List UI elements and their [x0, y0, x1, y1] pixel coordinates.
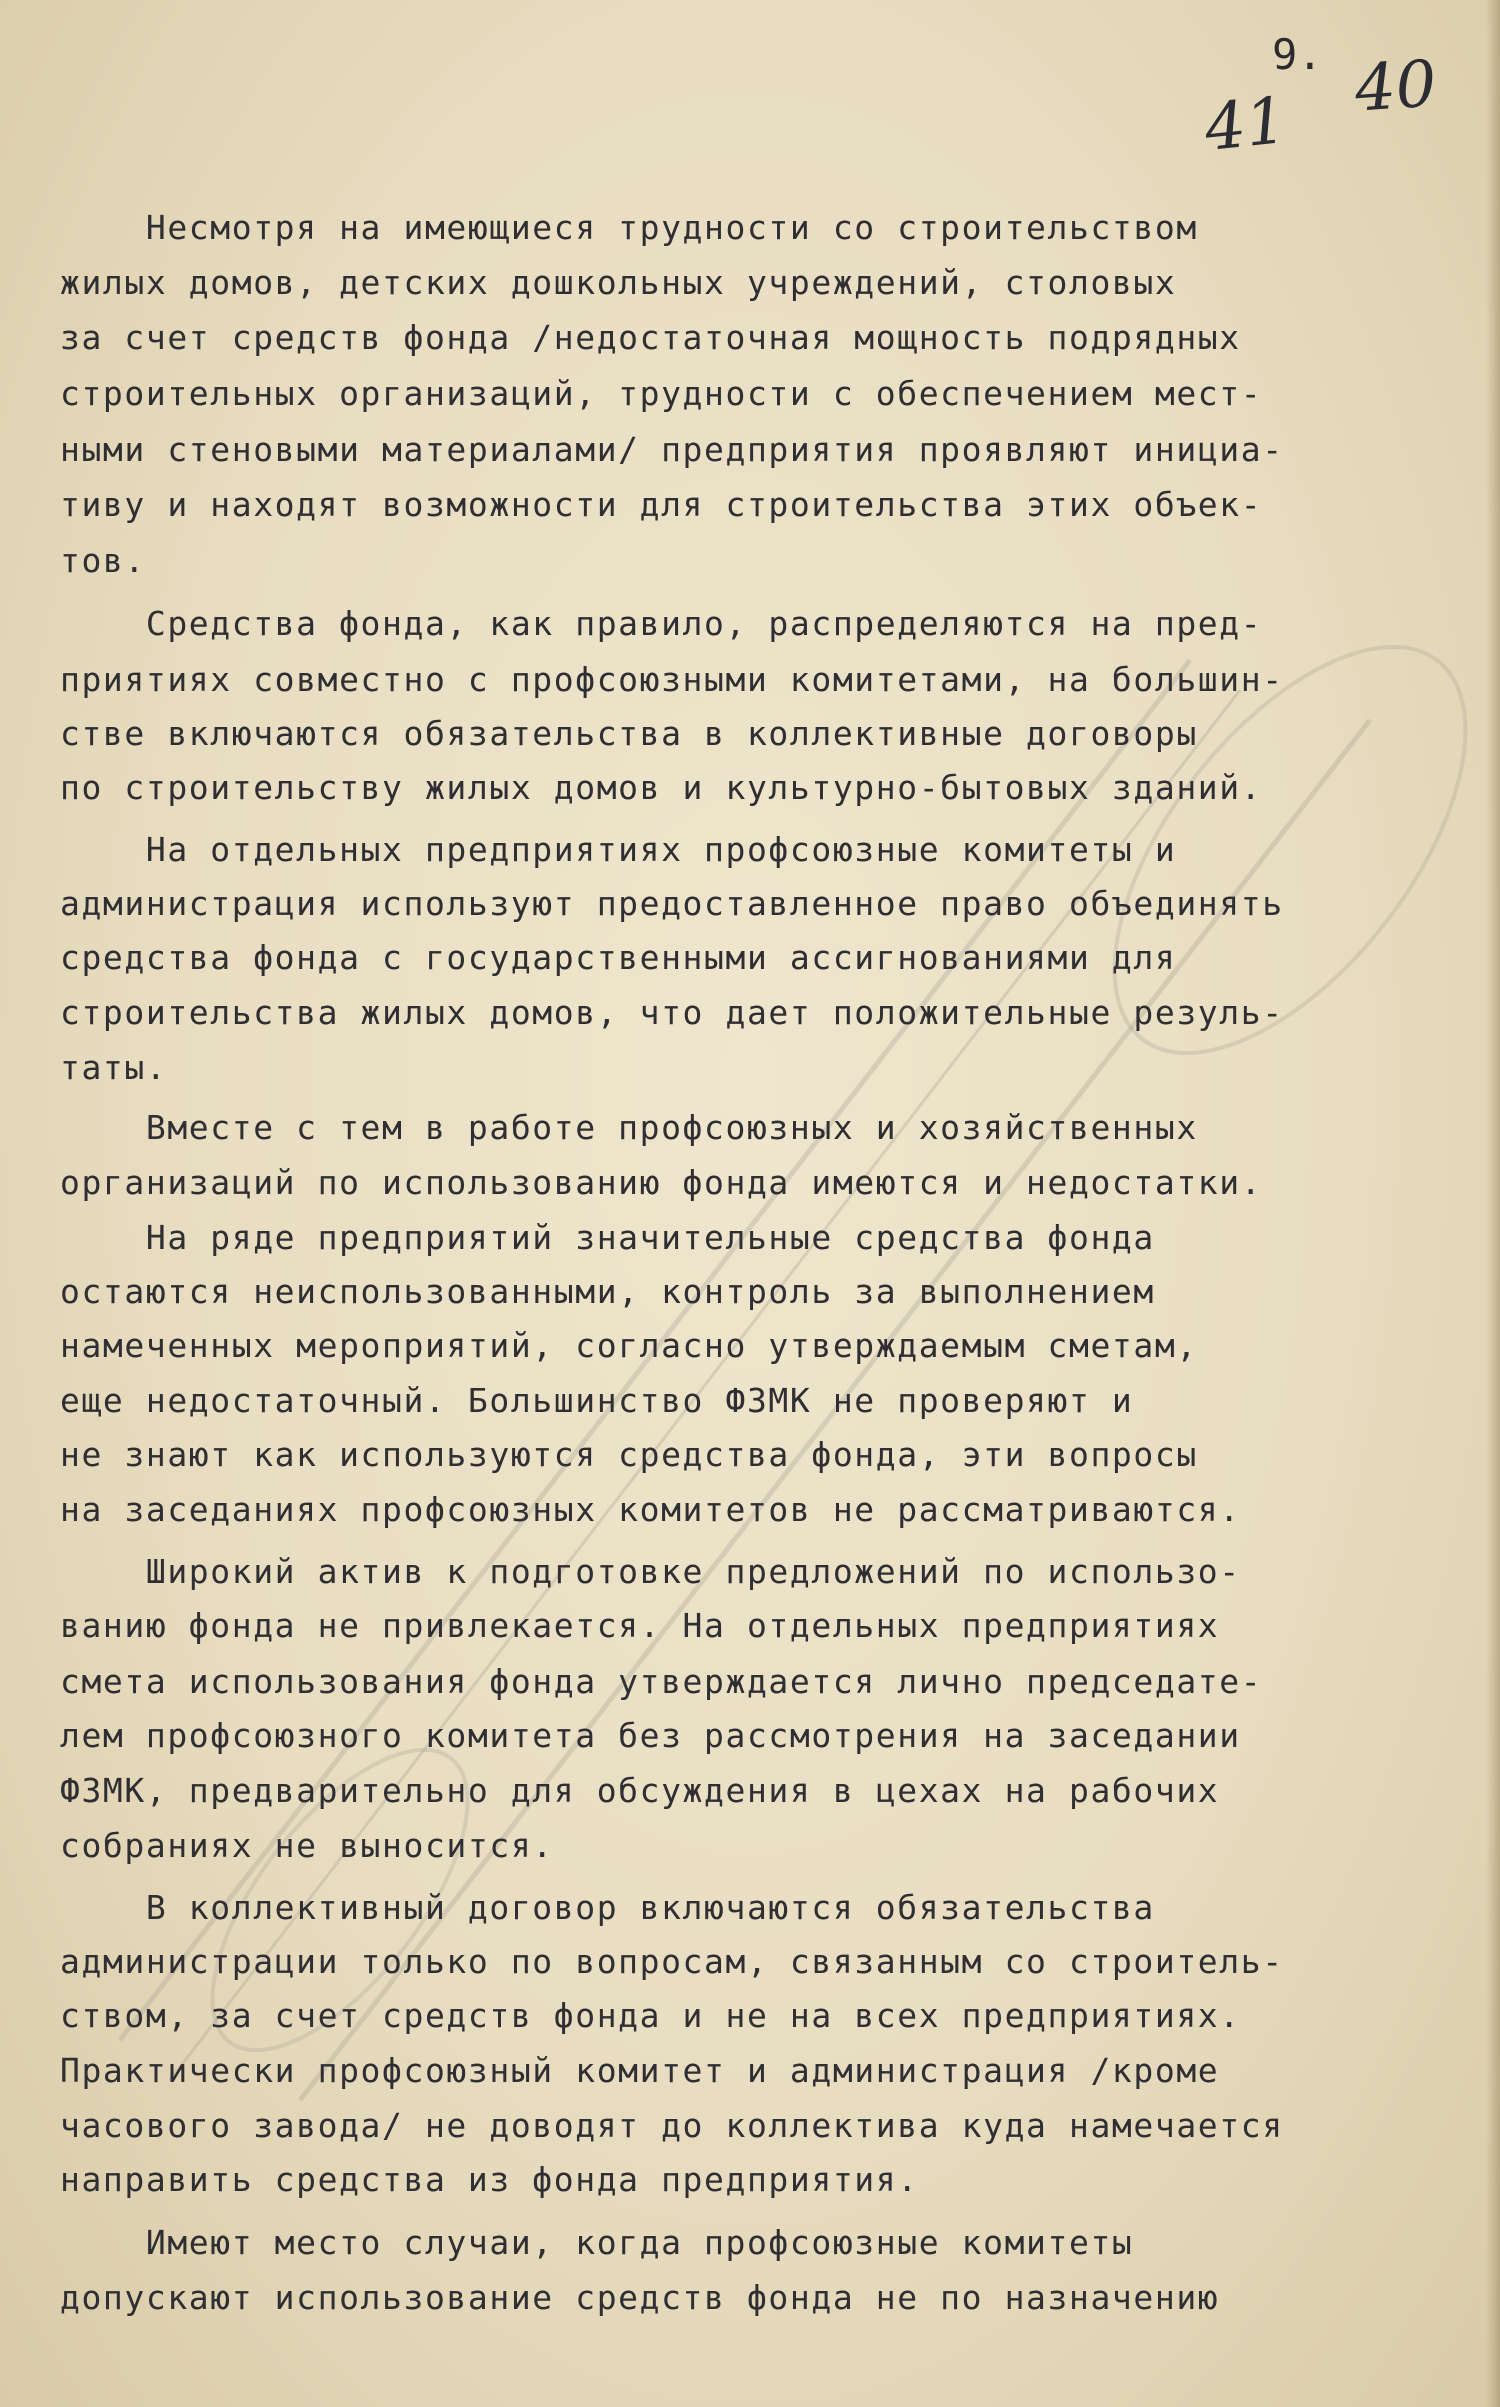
text-line: стве включаются обязательства в коллективные договоры [60, 714, 1198, 753]
text-line: администрации только по вопросам, связанным со строитель- [60, 1942, 1284, 1981]
text-line: Широкий актив к подготовке предложений по использо- [60, 1552, 1241, 1591]
text-line: направить средства из фонда предприятия. [60, 2160, 919, 2199]
text-line: Практически профсоюзный комитет и администрация /кроме [60, 2051, 1220, 2090]
text-line: Несмотря на имеющиеся трудности со строительством [60, 208, 1198, 247]
text-line: смета использования фонда утверждается лично председате- [60, 1662, 1263, 1701]
text-line: остаются неиспользованными, контроль за выполнением [60, 1272, 1155, 1311]
text-line: не знают как используются средства фонда, эти вопросы [60, 1435, 1198, 1474]
text-line: организаций по использованию фонда имеются и недостатки. [60, 1163, 1263, 1202]
text-line: На ряде предприятий значительные средства фонда [60, 1218, 1155, 1257]
text-line: на заседаниях профсоюзных комитетов не рассматриваются. [60, 1490, 1241, 1529]
text-line: таты. [60, 1048, 168, 1087]
text-line: допускают использование средств фонда не по назначению [60, 2278, 1220, 2317]
text-line: собраниях не выносится. [60, 1826, 554, 1865]
text-line: Вместе с тем в работе профсоюзных и хозяйственных [60, 1108, 1198, 1147]
handwritten-folio-number-2: 40 [1352, 47, 1439, 127]
text-line: ными стеновыми материалами/ предприятия проявляют инициа- [60, 430, 1284, 469]
page-number: 9. [1272, 30, 1323, 79]
text-line: приятиях совместно с профсоюзными комитетами, на большин- [60, 660, 1284, 699]
text-line: намеченных мероприятий, согласно утверждаемым сметам, [60, 1326, 1198, 1365]
text-line: строительных организаций, трудности с обеспечением мест- [60, 374, 1263, 413]
text-line: администрация используют предоставленное право объединять [60, 884, 1284, 923]
text-line: ванию фонда не привлекается. На отдельных предприятиях [60, 1606, 1220, 1645]
text-line: за счет средств фонда /недостаточная мощность подрядных [60, 318, 1241, 357]
text-line: На отдельных предприятиях профсоюзные комитеты и [60, 830, 1177, 869]
text-line: по строительству жилых домов и культурно-бытовых зданий. [60, 768, 1263, 807]
text-line: ством, за счет средств фонда и не на всех предприятиях. [60, 1996, 1241, 2035]
text-line: тиву и находят возможности для строительства этих объек- [60, 485, 1263, 524]
text-line: еще недостаточный. Большинство ФЗМК не проверяют и [60, 1381, 1134, 1420]
text-line: жилых домов, детских дошкольных учреждений, столовых [60, 263, 1177, 302]
text-line: тов. [60, 541, 146, 580]
text-line: ФЗМК, предварительно для обсуждения в цехах на рабочих [60, 1771, 1220, 1810]
text-line: В коллективный договор включаются обязательства [60, 1888, 1155, 1927]
handwritten-folio-number-1: 41 [1201, 83, 1291, 167]
text-line: Средства фонда, как правило, распределяются на пред- [60, 604, 1263, 643]
text-line: строительства жилых домов, что дает положительные резуль- [60, 993, 1284, 1032]
text-line: Имеют место случаи, когда профсоюзные комитеты [60, 2223, 1134, 2262]
text-line: часового завода/ не доводят до коллектива куда намечается [60, 2106, 1284, 2145]
text-line: лем профсоюзного комитета без рассмотрения на заседании [60, 1716, 1241, 1755]
text-line: средства фонда с государственными ассигнованиями для [60, 938, 1177, 977]
page-edge-shadow [1486, 0, 1500, 2407]
